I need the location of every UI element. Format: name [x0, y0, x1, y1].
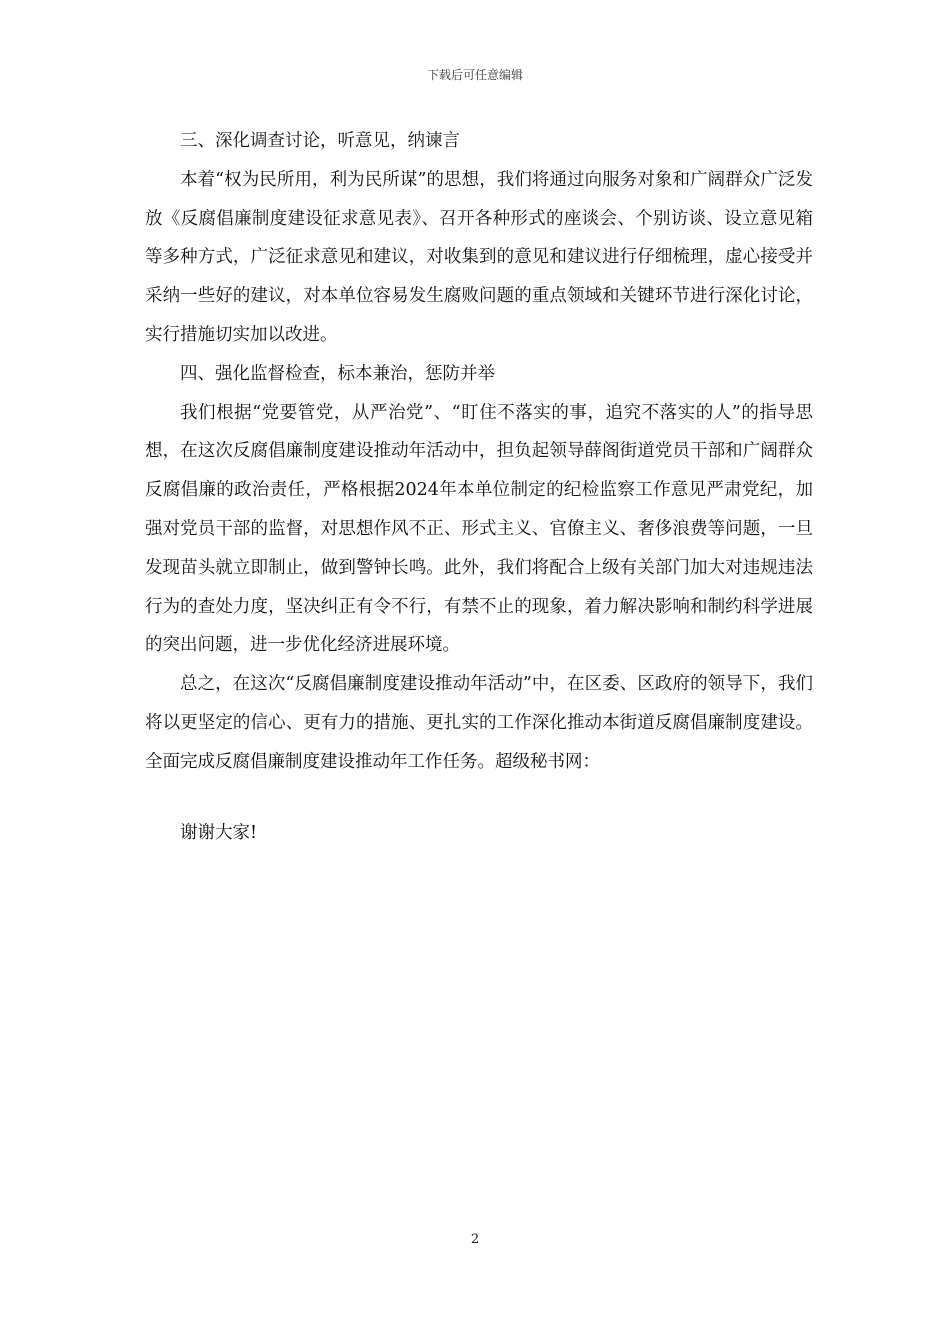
- section-heading-4: 四、强化监督检查，标本兼治，惩防并举: [180, 363, 495, 384]
- paragraph-1: 本着“权为民所用，利为民所谋”的思想，我们将通过向服务对象和广阔群众广泛发放《反腐倡廉制度建设征求意见表》、召开各种形式的座谈会、个别访谈、设立意见箱等多种方式，广泛征求意见和建议，对收集到的意见和建议进行仔细梳理，虚心接受并采纳一些好的建议，对本单位容易发生腐败问题的重点领域和关键环节进行深化讨论，实行措施切实加以改进。: [145, 169, 813, 345]
- page-number: 2: [470, 1232, 480, 1247]
- closing-thanks: 谢谢大家!: [180, 822, 258, 843]
- paragraph-3: 总之，在这次“反腐倡廉制度建设推动年活动”中，在区委、区政府的领导下，我们将以更坚定的信心、更有力的措施、更扎实的工作深化推动本街道反腐倡廉制度建设。全面完成反腐倡廉制度建设推动年工作任务。超级秘书网：: [145, 674, 813, 772]
- document-body: [145, 122, 813, 852]
- paragraph-2: 我们根据“党要管党，从严治党”、“盯住不落实的事，追究不落实的人”的指导思想，在这次反腐倡廉制度建设推动年活动中，担负起领导薛阁街道党员干部和广阔群众反腐倡廉的政治责任，严格根据2024年本单位制定的纪检监察工作意见严肃党纪，加强对党员干部的监督，对思想作风不正、形式主义、官僚主义、奢侈浪费等问题，一旦发现苗头就立即制止，做到警钟长鸣。此外，我们将配合上级有关部门加大对违规违法行为的查处力度，坚决纠正有令不行，有禁不止的现象，着力解决影响和制约科学进展的突出问题，进一步优化经济进展环境。: [145, 402, 813, 656]
- section-heading-3: 三、深化调查讨论，听意见，纳谏言: [180, 131, 460, 151]
- page-header-note: 下载后可任意编辑: [426, 68, 523, 82]
